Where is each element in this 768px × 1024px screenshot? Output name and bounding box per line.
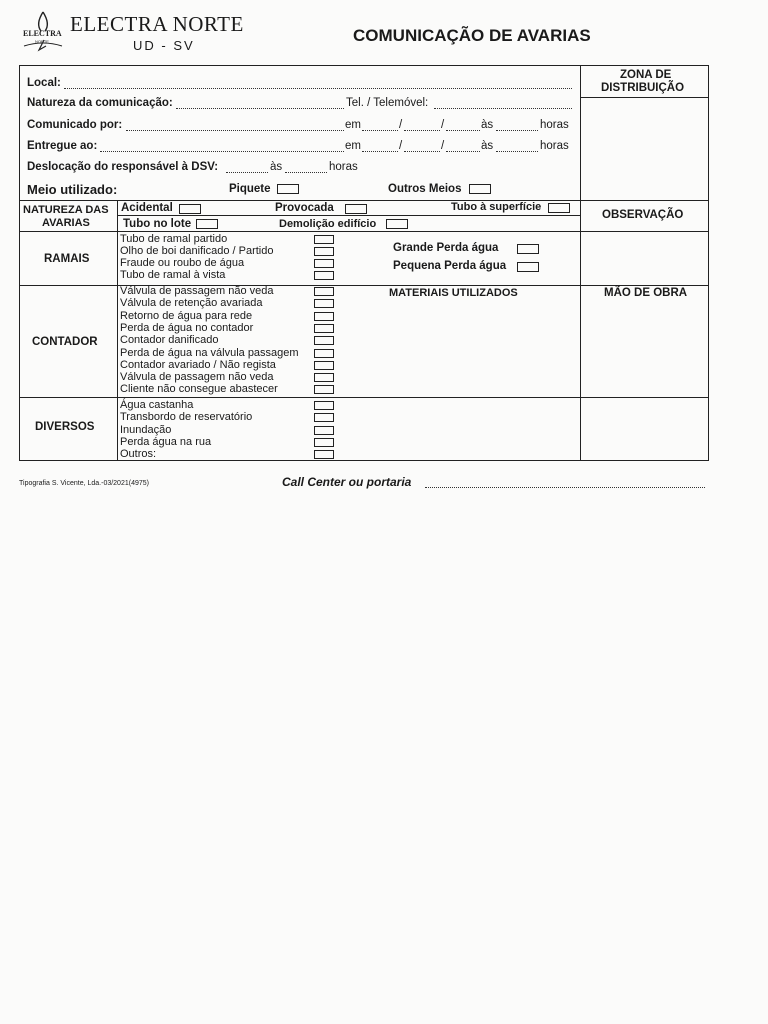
contador-item-9-checkbox[interactable] — [314, 385, 334, 394]
ramais-item-2: Olho de boi danificado / Partido — [120, 245, 274, 257]
contador-item-7-checkbox[interactable] — [314, 361, 334, 370]
tubo-lote-label: Tubo no lote — [123, 218, 192, 230]
contador-item-1-checkbox[interactable] — [314, 287, 334, 296]
contador-item-7: Contador avariado / Não regista — [120, 358, 276, 371]
contador-item-8: Válvula de passagem não veda — [120, 371, 274, 384]
piquete-checkbox[interactable] — [277, 184, 299, 194]
right-column-divider — [580, 66, 581, 460]
horas-label-2: horas — [540, 140, 569, 152]
diversos-item-2: Transbordo de reservatório — [120, 411, 253, 424]
logo-text: ELECTRA — [23, 29, 62, 38]
diversos-item-4: Perda água na rua — [120, 435, 212, 448]
contador-item-4-checkbox[interactable] — [314, 324, 334, 333]
document-title: COMUNICAÇÃO DE AVARIAS — [353, 26, 591, 45]
demolicao-checkbox[interactable] — [386, 219, 408, 229]
diversos-item-5: Outros: — [120, 448, 157, 461]
diversos-item-4-checkbox[interactable] — [314, 438, 334, 447]
comunicado-por-label: Comunicado por: — [27, 119, 123, 131]
tel-field[interactable] — [434, 108, 572, 109]
brand-name: ELECTRA NORTE — [70, 12, 244, 36]
contador-item-2: Válvula de retenção avariada — [120, 297, 263, 310]
comunicado-day-field[interactable] — [362, 130, 398, 131]
entregue-month-field[interactable] — [404, 151, 440, 152]
provocada-checkbox[interactable] — [345, 204, 367, 214]
call-center-field[interactable] — [425, 487, 705, 488]
tubo-lote-checkbox[interactable] — [196, 219, 218, 229]
diversos-item-1: Água castanha — [120, 399, 194, 411]
entregue-ao-label: Entregue ao: — [27, 140, 98, 152]
tubo-superficie-checkbox[interactable] — [548, 203, 570, 213]
grande-perda-checkbox[interactable] — [517, 244, 539, 254]
materiais-label: MATERIAIS UTILIZADOS — [389, 287, 518, 299]
comunicado-por-field[interactable] — [126, 130, 344, 131]
logo-sub-text: NORTE — [35, 39, 49, 44]
mao-de-obra-label: MÃO DE OBRA — [604, 287, 688, 299]
grande-perda-label: Grande Perda água — [393, 242, 499, 254]
as-label-1: às — [481, 119, 494, 131]
provocada-label: Provocada — [275, 202, 334, 214]
slash-1a: / — [399, 119, 403, 131]
slash-2b: / — [441, 140, 445, 152]
ramais-item-3: Fraude ou roubo de água — [120, 257, 245, 269]
em-label-1: em — [345, 119, 361, 131]
contador-item-5: Contador danificado — [120, 334, 219, 347]
pequena-perda-label: Pequena Perda água — [393, 260, 507, 272]
ramais-item-1-checkbox[interactable] — [314, 235, 334, 244]
outros-meios-checkbox[interactable] — [469, 184, 491, 194]
natureza-bottom-line — [20, 231, 708, 232]
slash-1b: / — [441, 119, 445, 131]
avarias-form — [19, 65, 709, 461]
contador-item-3: Retorno de água para rede — [120, 309, 253, 322]
pequena-perda-checkbox[interactable] — [517, 262, 539, 272]
contador-item-3-checkbox[interactable] — [314, 312, 334, 321]
diversos-item-2-checkbox[interactable] — [314, 413, 334, 422]
contador-item-1: Válvula de passagem não veda — [120, 285, 274, 297]
call-center-label: Call Center ou portaria — [282, 475, 412, 489]
ramais-item-2-checkbox[interactable] — [314, 247, 334, 256]
slash-2a: / — [399, 140, 403, 152]
contador-label: CONTADOR — [32, 336, 98, 348]
contador-bottom-line — [20, 397, 708, 398]
electra-logo-icon — [20, 10, 66, 52]
tubo-superficie-label: Tubo à superfície — [451, 201, 542, 213]
ramais-item-3-checkbox[interactable] — [314, 259, 334, 268]
deslocacao-field[interactable] — [226, 172, 268, 173]
contador-item-2-checkbox[interactable] — [314, 299, 334, 308]
diversos-item-3: Inundação — [120, 423, 172, 436]
horas-label-1: horas — [540, 119, 569, 131]
em-label-2: em — [345, 140, 361, 152]
comunicado-time-field[interactable] — [496, 130, 538, 131]
entregue-time-field[interactable] — [496, 151, 538, 152]
as-label-2: às — [481, 140, 494, 152]
contador-item-4: Perda de água no contador — [120, 321, 254, 334]
diversos-item-3-checkbox[interactable] — [314, 426, 334, 435]
comunicado-year-field[interactable] — [446, 130, 480, 131]
acidental-checkbox[interactable] — [179, 204, 201, 214]
natureza-avarias-label-1: NATUREZA DAS — [23, 204, 109, 216]
outros-meios-label: Outros Meios — [388, 183, 462, 195]
contador-item-8-checkbox[interactable] — [314, 373, 334, 382]
meio-utilizado-label: Meio utilizado: — [27, 182, 118, 197]
local-field[interactable] — [64, 88, 572, 89]
deslocacao-label: Deslocação do responsável à DSV: — [27, 161, 219, 173]
deslocacao-time-field[interactable] — [285, 172, 327, 173]
ramais-item-4: Tubo de ramal à vista — [120, 269, 226, 281]
entregue-ao-field[interactable] — [100, 151, 344, 152]
zona-header-divider — [580, 97, 708, 98]
entregue-day-field[interactable] — [362, 151, 398, 152]
zona-label: ZONA DE — [620, 69, 672, 81]
ramais-item-1: Tubo de ramal partido — [120, 233, 228, 245]
horas-label-3: horas — [329, 161, 358, 173]
distribuicao-label: DISTRIBUIÇÃO — [601, 82, 685, 94]
tel-label: Tel. / Telemóvel: — [346, 97, 429, 109]
local-label: Local: — [27, 77, 61, 89]
printer-credit: Tipografia S. Vicente, Lda.-03/2021(4975) — [19, 480, 149, 487]
comunicado-month-field[interactable] — [404, 130, 440, 131]
contador-item-9: Cliente não consegue abastecer — [120, 383, 278, 396]
acidental-label: Acidental — [121, 202, 173, 214]
natureza-avarias-label-2: AVARIAS — [42, 217, 90, 229]
diversos-item-1-checkbox[interactable] — [314, 401, 334, 410]
observacao-label: OBSERVAÇÃO — [602, 209, 684, 221]
natureza-top-line — [20, 200, 708, 201]
diversos-label: DIVERSOS — [35, 421, 95, 433]
as-label-3: às — [270, 161, 283, 173]
ramais-item-4-checkbox[interactable] — [314, 271, 334, 280]
natureza-comunicacao-label: Natureza da comunicação: — [27, 97, 173, 109]
contador-item-6-checkbox[interactable] — [314, 349, 334, 358]
diversos-item-5-checkbox[interactable] — [314, 450, 334, 459]
ramais-label: RAMAIS — [44, 253, 90, 265]
entregue-year-field[interactable] — [446, 151, 480, 152]
piquete-label: Piquete — [229, 183, 271, 195]
demolicao-label: Demolição edifício — [279, 218, 377, 230]
brand-subtitle: UD - SV — [133, 38, 195, 53]
contador-item-6: Perda de água na válvula passagem — [120, 346, 299, 359]
natureza-mid-line — [117, 215, 580, 216]
label-column-divider — [117, 200, 118, 460]
natureza-comunicacao-field[interactable] — [176, 108, 344, 109]
contador-item-5-checkbox[interactable] — [314, 336, 334, 345]
